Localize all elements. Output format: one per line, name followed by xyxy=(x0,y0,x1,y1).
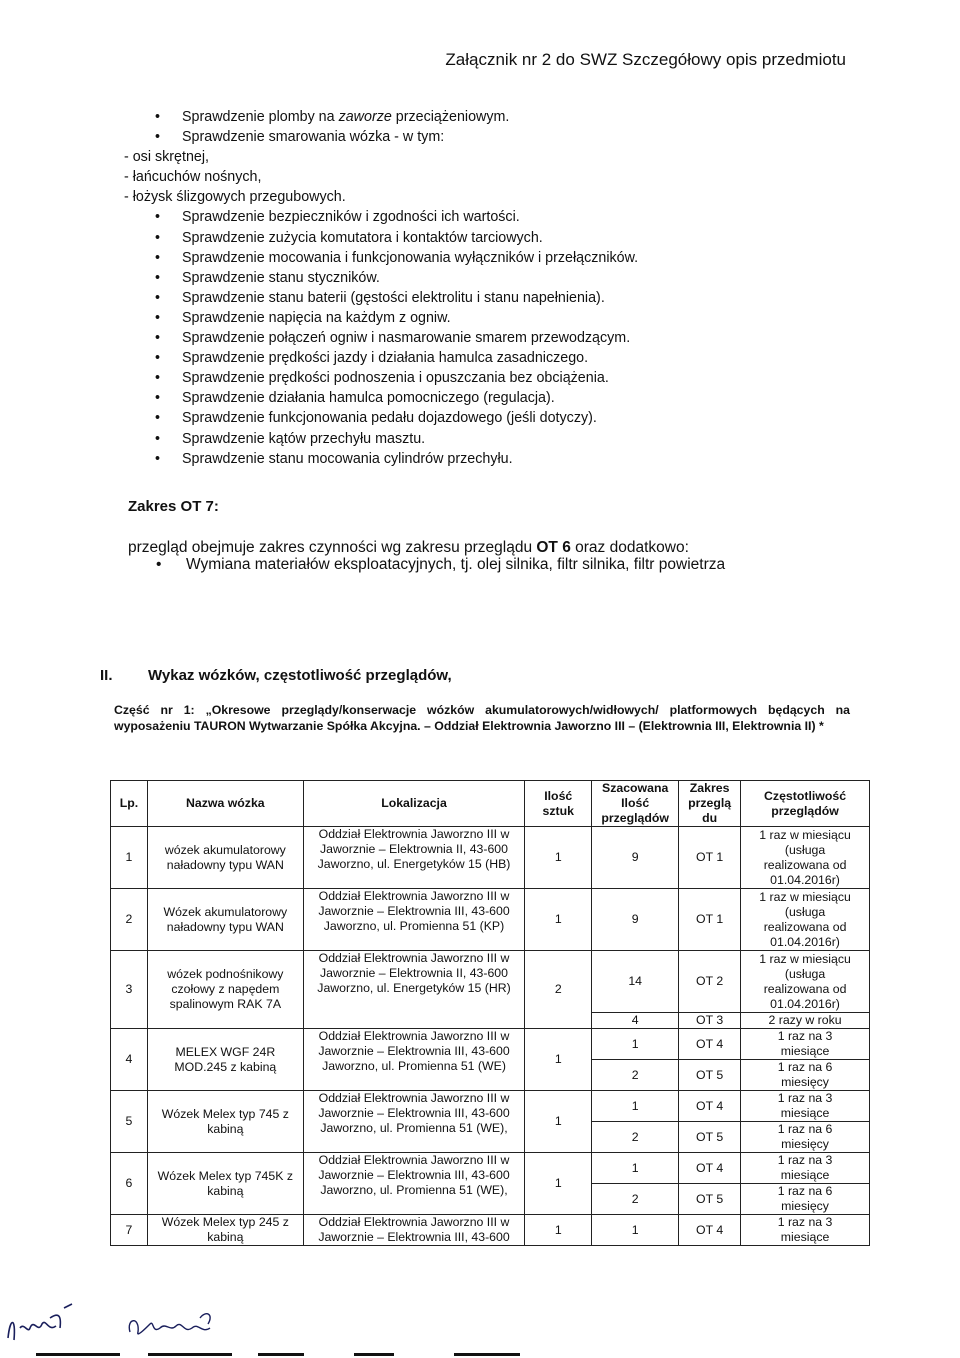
location-line: Jaworznie – Elektrownia III, 43-600 xyxy=(318,1168,510,1182)
location-line: Jaworznie – Elektrownia III, 43-600 xyxy=(318,1106,510,1120)
location-line: Oddział Elektrownia Jaworzno III w xyxy=(318,1153,510,1167)
location-line: Jaworznie – Elektrownia III, 43-600 xyxy=(318,1044,510,1058)
cell-frequency xyxy=(741,1091,870,1122)
frequency-line: 01.04.2016r) xyxy=(770,934,840,949)
list-item: • Sprawdzenie kątów przechyłu masztu. xyxy=(124,429,824,449)
cell-location xyxy=(303,951,525,1029)
cell-frequency xyxy=(741,1215,870,1246)
list-subitem: - osi skrętnej, xyxy=(124,149,210,166)
table-header-row xyxy=(111,781,870,827)
cell-name: wózek podnośnikowy czołowy z napędem spalinowym RAK 7A xyxy=(147,951,303,1029)
cell-scope: OT 1 xyxy=(679,889,741,951)
frequency-line: 1 raz na 6 xyxy=(777,1060,833,1074)
cell-frequency xyxy=(741,827,870,889)
cell-estimate: 1 xyxy=(592,1153,679,1184)
cell-name: wózek akumulatorowy naładowny typu WAN xyxy=(147,827,303,889)
cell-estimate: 4 xyxy=(592,1013,679,1029)
footer-rule xyxy=(354,1353,394,1356)
location-line: Jaworznie – Elektrownia II, 43-600 xyxy=(320,966,508,980)
zakres-bold: OT 6 xyxy=(536,539,571,556)
cell-qty: 1 xyxy=(525,1091,592,1153)
handwritten-signature xyxy=(0,1288,260,1354)
cell-lp: 5 xyxy=(111,1091,148,1153)
frequency-line: miesięcy xyxy=(781,1075,829,1089)
location-line: Jaworzno, ul. Promienna 51 (KP) xyxy=(323,919,505,933)
table-row xyxy=(111,827,870,889)
cell-lp: 7 xyxy=(111,1215,148,1246)
location-line: Oddział Elektrownia Jaworzno III w xyxy=(318,1091,510,1105)
cell-qty: 1 xyxy=(525,889,592,951)
table-row xyxy=(111,1091,870,1122)
cell-estimate: 2 xyxy=(592,1122,679,1153)
list-item: • Sprawdzenie funkcjonowania pedału dojazdowego (jeśli dotyczy). xyxy=(124,408,824,428)
cell-scope: OT 4 xyxy=(679,1215,741,1246)
zakres-heading: Zakres OT 7: xyxy=(128,498,219,515)
inspection-list xyxy=(124,107,824,469)
frequency-line: 1 raz na 6 xyxy=(777,1184,833,1198)
cell-location xyxy=(303,1029,525,1091)
cell-scope: OT 5 xyxy=(679,1060,741,1091)
frequency-line: 1 raz na 6 xyxy=(777,1122,833,1136)
cell-frequency xyxy=(741,1060,870,1091)
list-item: • Sprawdzenie zużycia komutatora i kontaktów tarciowych. xyxy=(124,228,824,248)
section-title: Wykaz wózków, częstotliwość przeglądów, xyxy=(148,667,452,684)
zakres-bullet xyxy=(156,556,725,574)
item-text: Sprawdzenie plomby na xyxy=(182,109,339,125)
location-line: Oddział Elektrownia Jaworzno III w xyxy=(318,1029,510,1043)
frequency-line: (usługa xyxy=(784,842,826,857)
cell-name: Wózek Melex typ 745 z kabiną xyxy=(147,1091,303,1153)
cell-location xyxy=(303,889,525,951)
cell-name: Wózek Melex typ 745K z kabiną xyxy=(147,1153,303,1215)
cell-frequency xyxy=(741,1153,870,1184)
frequency-line: 1 raz na 3 xyxy=(777,1029,833,1043)
cell-lp: 6 xyxy=(111,1153,148,1215)
list-item: • Sprawdzenie prędkości jazdy i działania hamulca zasadniczego. xyxy=(124,348,824,368)
frequency-line: miesiące xyxy=(780,1106,830,1120)
section-number: II. xyxy=(100,667,113,684)
location-line: Jaworznie – Elektrownia II, 43-600 xyxy=(320,842,508,856)
cell-lp: 3 xyxy=(111,951,148,1029)
cell-lp: 4 xyxy=(111,1029,148,1091)
location-line: Jaworzno, ul. Promienna 51 (WE), xyxy=(320,1121,508,1135)
cell-scope: OT 3 xyxy=(679,1013,741,1029)
list-item: • Sprawdzenie smarowania wózka - w tym: xyxy=(124,127,824,147)
header-scope: Zakres przeglą du xyxy=(679,781,741,827)
footer-rule xyxy=(36,1353,120,1356)
location-line: Jaworznie – Elektrownia III, 43-600 xyxy=(318,1230,510,1244)
cell-location xyxy=(303,1153,525,1215)
header-estimate: Szacowana Ilość przeglądów xyxy=(592,781,679,827)
cell-scope: OT 5 xyxy=(679,1184,741,1215)
zakres-text: przegląd obejmuje zakres czynności wg zakresu przeglądu xyxy=(128,539,537,556)
frequency-line: miesięcy xyxy=(781,1137,829,1151)
list-item: • Sprawdzenie mocowania i funkcjonowania wyłączników i przełączników. xyxy=(124,248,824,268)
header-qty: Ilość sztuk xyxy=(525,781,592,827)
list-item: • Sprawdzenie stanu baterii (gęstości elektrolitu i stanu napełnienia). xyxy=(124,288,824,308)
cell-frequency xyxy=(741,951,870,1013)
cell-name: Wózek Melex typ 245 z kabiną xyxy=(147,1215,303,1246)
location-line: Jaworzno, ul. Energetyków 15 (HR) xyxy=(317,981,511,995)
cell-location xyxy=(303,827,525,889)
cell-qty: 2 xyxy=(525,951,592,1029)
cell-estimate: 2 xyxy=(592,1184,679,1215)
cell-location xyxy=(303,1215,525,1246)
location-line: Jaworzno, ul. Promienna 51 (WE) xyxy=(322,1059,506,1073)
cell-qty: 1 xyxy=(525,1215,592,1246)
frequency-line: 01.04.2016r) xyxy=(770,872,840,887)
cell-scope: OT 1 xyxy=(679,827,741,889)
location-line: Jaworzno, ul. Energetyków 15 (HB) xyxy=(317,857,511,871)
frequency-line: miesiące xyxy=(780,1044,830,1058)
czesc-paragraph: Część nr 1: „Okresowe przeglądy/konserwacje wózków akumulatorowych/widłowych/ platformowych będących na wyposażeniu TAURON Wytwarzanie Spółka Akcyjna. – Oddział Elektrownia Jaworzno III – (Elektrownia III, Elektrownia II) * xyxy=(114,703,850,733)
zakres-text: oraz dodatkowo: xyxy=(570,539,689,556)
table-row xyxy=(111,951,870,1013)
cell-frequency xyxy=(741,1184,870,1215)
zakres-bullet-text: Wymiana materiałów eksploatacyjnych, tj. olej silnika, filtr silnika, filtr powietrza xyxy=(186,556,726,573)
table-body xyxy=(111,827,870,1246)
frequency-line: 2 razy w roku xyxy=(768,1013,842,1027)
list-item: • Sprawdzenie działania hamulca pomocniczego (regulacja). xyxy=(124,388,824,408)
frequency-line: 1 raz na 3 xyxy=(777,1153,833,1167)
frequency-line: 1 raz w miesiącu xyxy=(759,951,851,966)
cell-frequency xyxy=(741,1122,870,1153)
list-subitem: - łożysk ślizgowych przegubowych. xyxy=(124,189,346,206)
table-row xyxy=(111,1029,870,1060)
cell-estimate: 1 xyxy=(592,1215,679,1246)
frequency-line: realizowana od xyxy=(763,981,847,996)
table-row xyxy=(111,1215,870,1246)
list-item: • Sprawdzenie bezpieczników i zgodności ich wartości. xyxy=(124,207,824,227)
document-header: Załącznik nr 2 do SWZ Szczegółowy opis przedmiotu xyxy=(445,50,846,69)
cell-scope: OT 4 xyxy=(679,1029,741,1060)
location-line: Jaworzno, ul. Promienna 51 (WE), xyxy=(320,1183,508,1197)
cell-estimate: 14 xyxy=(592,951,679,1013)
cell-scope: OT 4 xyxy=(679,1091,741,1122)
vehicle-table xyxy=(110,780,870,1246)
header-lp: Lp. xyxy=(111,781,148,827)
list-item: • Sprawdzenie połączeń ogniw i nasmarowanie smarem przewodzącym. xyxy=(124,328,824,348)
location-line: Oddział Elektrownia Jaworzno III w xyxy=(318,827,510,841)
location-line: Oddział Elektrownia Jaworzno III w xyxy=(318,889,510,903)
frequency-line: 01.04.2016r) xyxy=(770,996,840,1011)
frequency-line: realizowana od xyxy=(763,919,847,934)
list-item: • Sprawdzenie stanu mocowania cylindrów przechyłu. xyxy=(124,449,824,469)
cell-scope: OT 2 xyxy=(679,951,741,1013)
cell-lp: 2 xyxy=(111,889,148,951)
list-item: • Sprawdzenie prędkości podnoszenia i opuszczania bez obciążenia. xyxy=(124,368,824,388)
frequency-line: miesięcy xyxy=(781,1199,829,1213)
cell-location xyxy=(303,1091,525,1153)
cell-frequency xyxy=(741,889,870,951)
cell-frequency xyxy=(741,1013,870,1029)
table-row xyxy=(111,889,870,951)
cell-scope: OT 4 xyxy=(679,1153,741,1184)
bullet-icon: • xyxy=(156,556,162,573)
location-line: Jaworznie – Elektrownia III, 43-600 xyxy=(318,904,510,918)
item-text: przeciążeniowym. xyxy=(391,109,510,125)
cell-estimate: 1 xyxy=(592,1029,679,1060)
footer-rule xyxy=(454,1353,520,1356)
zakres-paragraph xyxy=(128,539,689,557)
cell-name: MELEX WGF 24R MOD.245 z kabiną xyxy=(147,1029,303,1091)
cell-estimate: 2 xyxy=(592,1060,679,1091)
cell-qty: 1 xyxy=(525,827,592,889)
cell-estimate: 1 xyxy=(592,1091,679,1122)
frequency-line: (usługa xyxy=(784,966,826,981)
frequency-line: 1 raz na 3 xyxy=(777,1091,833,1105)
frequency-line: realizowana od xyxy=(763,857,847,872)
frequency-line: miesiące xyxy=(780,1168,830,1182)
list-item: • Sprawdzenie stanu styczników. xyxy=(124,268,824,288)
location-line: Oddział Elektrownia Jaworzno III w xyxy=(318,951,510,965)
cell-estimate: 9 xyxy=(592,889,679,951)
location-line: Oddział Elektrownia Jaworzno III w xyxy=(318,1215,510,1229)
section-heading xyxy=(100,667,452,684)
cell-lp: 1 xyxy=(111,827,148,889)
frequency-line: miesiące xyxy=(780,1230,830,1244)
footer-rule xyxy=(258,1353,304,1356)
header-location: Lokalizacja xyxy=(303,781,525,827)
footer-rule xyxy=(148,1353,232,1356)
cell-name: Wózek akumulatorowy naładowny typu WAN xyxy=(147,889,303,951)
header-frequency: Częstotliwość przeglądów xyxy=(741,781,870,827)
header-name: Nazwa wózka xyxy=(147,781,303,827)
cell-frequency xyxy=(741,1029,870,1060)
list-item xyxy=(124,107,824,127)
cell-estimate: 9 xyxy=(592,827,679,889)
table-row xyxy=(111,1153,870,1184)
frequency-line: 1 raz w miesiącu xyxy=(759,827,851,842)
list-item: • Sprawdzenie napięcia na każdym z ogniw. xyxy=(124,308,824,328)
cell-qty: 1 xyxy=(525,1153,592,1215)
frequency-line: 1 raz na 3 xyxy=(777,1215,833,1229)
item-italic: zaworze xyxy=(338,109,392,125)
cell-scope: OT 5 xyxy=(679,1122,741,1153)
cell-qty: 1 xyxy=(525,1029,592,1091)
frequency-line: 1 raz w miesiącu xyxy=(759,889,851,904)
frequency-line: (usługa xyxy=(784,904,826,919)
list-subitem: - łańcuchów nośnych, xyxy=(124,169,262,186)
